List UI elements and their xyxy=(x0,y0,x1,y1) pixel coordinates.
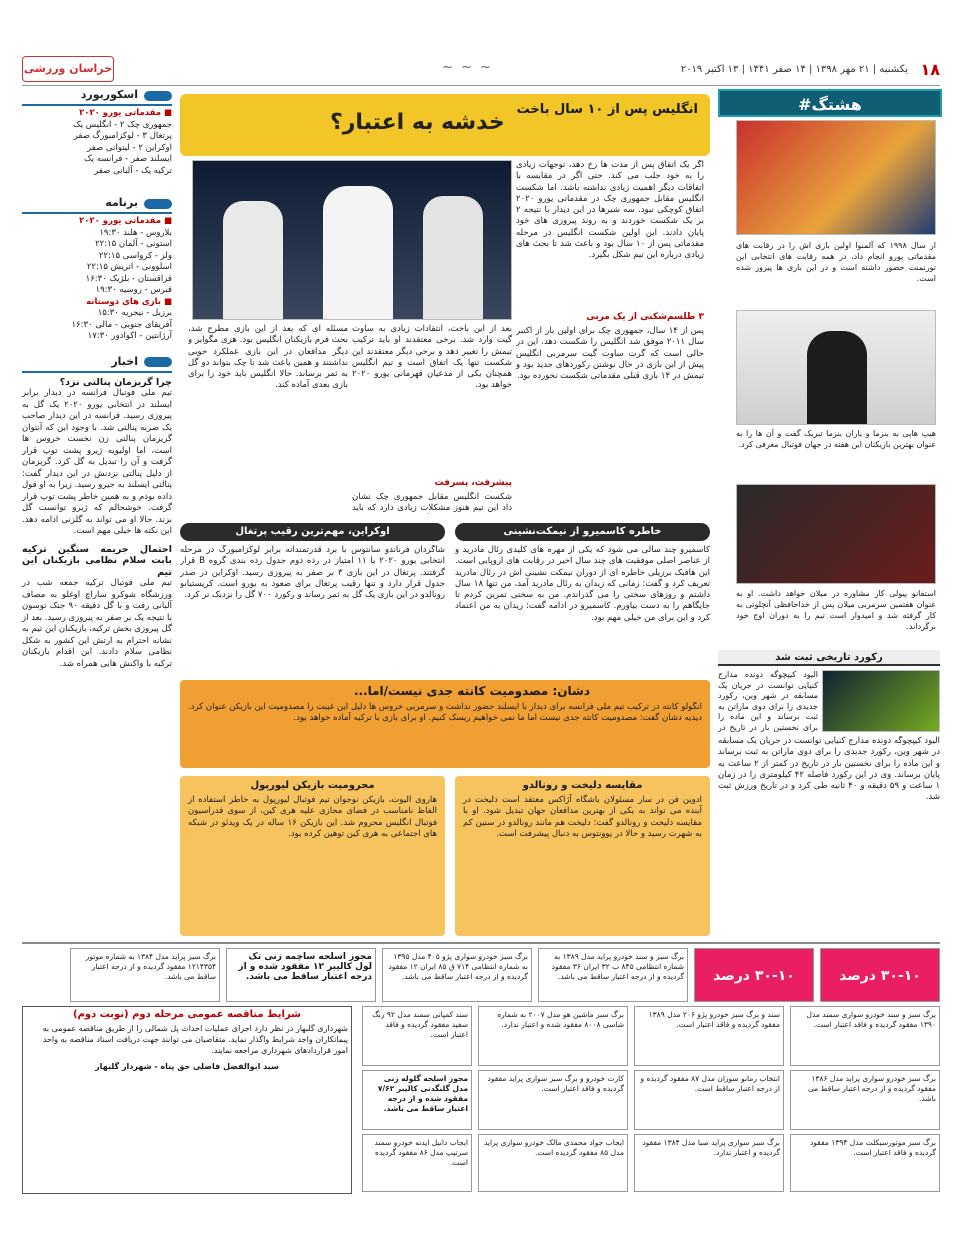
photo-celebration xyxy=(736,120,936,235)
deschamps-title: دشان: مصدومیت کانته جدی نیست/اما... xyxy=(353,684,590,698)
ad-small-3: مجوز اسلحه ساچمه زنی تک لول کالیبر ۱۲ مفقود شده و از درجه اعتبار ساقط می باشد. xyxy=(226,948,376,1002)
article-body-4: مسئله ای که بعد از این بازی مطرح شد، بحث فرم بازیکنان انگلیس بود. هری مگوایر و دیگر مدافعان در این بازی عملکرد خوبی نداشتند و همین باعث شد تا چک بتواند دو گل به ثمر برساند. حالا انگلیس باید خود را برای بازی بعدی آماده کند. xyxy=(188,324,348,391)
record-body: الیود کیپچوگه دونده مدارج کنیایی توانست در جریان یک مسابقه در شهر وین، رکورد جدیدی را برای دوی ماراتن به ثبت برساند و این ماده را برای نخستین بار در تاریخ در کمتر از ۲ ساعت به پایان برساند. وی در این رکورد فاصله ۴۲ کیلومتری را در زمان ۱ ساعت و ۵۹ دقیقه و ۴۰ ثانیه طی کرد و در تاریخ ورزش ثبت شد. xyxy=(718,736,940,803)
header-signature: ~ ~ ~ xyxy=(442,60,493,75)
ad-small-2: برگ سبز خودرو سواری پژو ۴۰۵ مدل ۱۳۹۵ به شماره انتظامی ۷۱۴ ق ۸۵ ایران ۱۲ مفقود گردیده و از درجه اعتبار ساقط می باشد. xyxy=(382,948,532,1002)
deligt-box xyxy=(455,776,710,936)
section-logo: خراسان ورزشی xyxy=(22,56,114,82)
ad-small-10: انتخاب رمانو سوزان مدل ۸۷ مفقود گردیده و از درجه اعتبار ساقط است. xyxy=(634,1070,784,1130)
article-subhead-2: پیشرفت، پسرفت xyxy=(434,478,512,488)
ad-small-16: ایجاب دانیل ایدنه خودرو سمند سرتیپ مدل ۸۶ مفقود گردیده است. xyxy=(362,1134,472,1192)
ad-small-8: سند کمپانی سمند مدل ۹۲ رنگ سفید مفقود گردیده و فاقد اعتبار است. xyxy=(362,1006,472,1066)
news-list: چرا گریزمان پنالتی نزد؟ تیم ملی فوتبال فرانسه در دیدار برابر ایسلند در انتخابی یورو ۲۰۲۰ یک گل به پیروزی رسید. فرانسه در این دیدار صاحب یک ضربه پنالتی شد. با وجود این که آنتوان گریزمان پنالتی زن نخست خروس ها است، اما اولیویه ژیرو پشت توپ قرار گرفت و آن را تبدیل به گل کرد. گریزمان از دلیل پنالتی نزدنش در این دیدار گفت: پنالتی ایسلند به جیرو رسید. زیرا به او قول داده بودم و به همین خاطر پشت توپ قرار گرفت. خوشحالم که ژیرو توانست گل بزند. حالا او می تواند به گلزنی ادامه دهد. این نکته ها خیلی مهم است. احتمال جریمه سنگین ترکیه بابت سلام نظامی بازیکنان این تیم تیم ملی فوتبال ترکیه جمعه شب در ورزشگاه شوکرو ساراچ اوغلو به مصاف آلبانی رفت و با گل دقیقه ۹۰ جنک توسون با نتیجه یک بر صفر به پیروزی رسید. بعد از گل پیروزی بخش ترکیه، بازیکنان این تیم به نشانه احترام به ارتش این کشور به شکل نظامی سلام دادند. این اقدام بازیکنان ترکیه با واکنش هایی همراه شد. xyxy=(22,376,172,669)
article-body-3: بعد از این باخت، انتقادات زیادی به ساوت گیت وارد شد. برخی معتقدند او باید ترکیب تیمش را تغییر دهد و برخی دیگر معتقدند این شکست تنها یک اتفاق است و تیم انگلیس همچنان یکی از مدعیان قهرمانی یورو ۲۰۲۰ خواهد بود. xyxy=(352,324,512,391)
tender-signature: سید ابوالفضل فاضلی حق پناه - شهردار گلبهار xyxy=(95,1062,279,1071)
hashtag-banner: #هشتگ xyxy=(718,89,942,117)
ukraine-title-bar: اوکراین، مهم‌ترین رقیب پرتغال xyxy=(180,523,445,541)
ad-small-7: برگ سبز ماشین هو مدل ۲۰۰۷ به شماره شاسی ۸۰۰۸ مفقود شده و اعتبار ندارد. xyxy=(478,1006,628,1066)
article-body-1: اگر یک اتفاق پس از مدت ها رخ دهد، توجهات زیادی را به خود جلب می کند. حتی اگر در مقایسه با اتفاقات دیگر اهمیت زیادی نداشته باشد. اما شکست انگلیس مقابل جمهوری چک در مقدماتی یورو ۲۰۲۰ اتفاق کوچکی نبود. سه شیرها در این دیدار با نتیجه ۲ بر یک شکست خوردند و به روند پیروزی های خود پایان دادند. این اولین شکست انگلیس در مرحله مقدماتی پس از ۱۰ سال بود و باعث شد تا بحث های زیادی درباره این تیم شکل بگیرد. xyxy=(516,160,704,261)
ad-small-11: کارت خودرو و برگ سبز سواری پراید مفقود گردیده و فاقد اعتبار است. xyxy=(478,1070,628,1130)
liverpool-title: محرومیت بازیکن لیورپول xyxy=(250,780,375,791)
article-subhead-1: ۳ طلسم‌شکنی از یک مربی xyxy=(586,312,704,322)
program-list: ■ مقدماتی یورو ۲۰۲۰ بلاروس - هلند ۱۹:۳۰ استونی - آلمان ۲۲:۱۵ ولز - کرواسی ۲۲:۱۵ اسلوونی - اتریش ۲۲:۱۵ قزاقستان - بلژیک ۱۶:۳۰ قبرس - روسیه ۱۹:۳۰ ■ بازی های دوستانه برزیل - نیجریه ۱۵:۳۰ آفریقای جنوبی - مالی ۱۶:۳۰ آرژانتین - اکوادور ۱۷:۳۰ xyxy=(71,216,172,341)
caption-1: از سال ۱۹۹۸ که آلمنوا اولین بازی اش را در رقابت های مقدماتی یورو انجام داد، در همه رقابت های انتخابی این تورنمنت حضور داشته است و در این بازی ها پیروز شده است. xyxy=(736,241,937,283)
liverpool-box xyxy=(180,776,445,936)
main-article-head xyxy=(180,94,710,156)
ad-small-4: برگ سبز پراید مدل ۱۳۸۴ به شماره موتور ۱۲۱۴۳۵۴ مفقود گردیده و از درجه اعتبار ساقط می باشد. xyxy=(70,948,220,1002)
ukraine-body: شاگردان فرناندو سانتوس با برد قدرتمندانه برابر لوکزامبورگ در مرحله انتخابی یورو ۲۰۲۰ با ۱۱ امتیاز در رده دوم جدول رده بندی گروه B قرار گرفتند. پرتغال در این بازی ۳ بر صفر به پیروزی رسید. اوکراین در صدر جدول قرار دارد و تنها رقیب پرتغال برای صعود به یورو است. کریستیانو رونالدو در این بازی یک گل به ثمر رساند و رکورد ۷۰۰ گل را نزدیک تر کرد. xyxy=(180,545,445,601)
program-header: برنامه xyxy=(22,196,172,214)
photo-benzema xyxy=(736,310,936,425)
photo-kipchoge xyxy=(822,670,940,732)
liverpool-body: هاروی الیوت، بازیکن نوجوان تیم فوتبال لیورپول به خاطر استفاده از الفاظ نامناسب در فضای مجازی علیه هری کین، از سوی فدراسیون فوتبال انگلیس محروم شد. این بازیکن ۱۶ ساله در یک ویدئو در شبکه های اجتماعی به هری کین توهین کرده بود. xyxy=(188,795,438,839)
ad-small-6: سند و برگ سبز خودرو پژو ۲۰۶ مدل ۱۳۸۹ مفقود گردیده و فاقد اعتبار است. xyxy=(634,1006,784,1066)
page-header xyxy=(22,54,940,86)
issue-date: یکشنبه | ۲۱ مهر ۱۳۹۸ | ۱۴ صفر ۱۴۴۱ | ۱۳ اکتبر ۲۰۱۹ xyxy=(680,64,908,75)
news-header: اخبار xyxy=(22,355,172,373)
tender-notice xyxy=(22,1006,352,1194)
record-title-bar: رکورد تاریخی ثبت شد xyxy=(718,650,940,666)
article-kicker: انگلیس پس از ۱۰ سال باخت xyxy=(516,102,698,117)
scoreboard-list: ■ مقدماتی یورو ۲۰۲۰ جمهوری چک ۲ - انگلیس یک پرتغال ۳ - لوکزامبورگ صفر اوکراین ۲ - لیتوانی صفر ایسلند صفر - فرانسه یک ترکیه یک - آلبانی صفر xyxy=(73,108,172,176)
player-silhouette xyxy=(807,331,867,425)
deschamps-body: انگولو کانته در ترکیب تیم ملی فرانسه برای دیدار با ایسلند حضور نداشت و سرمربی خروس ها دلیل این غیبت را مصدومیت این بازیکن عنوان کرد. دیدیه دشان گفت: مصدومیت کانته جدی نیست اما ما نمی خواهیم ریسک کنیم. او برای بازی با ترکیه آماده خواهد بود. xyxy=(188,702,702,723)
ad-small-5: برگ سبز و سند خودرو سواری سمند مدل ۱۳۹۰ مفقود گردیده و فاقد اعتبار است. xyxy=(790,1006,940,1066)
ad-small-14: برگ سبز سواری پراید صبا مدل ۱۳۸۴ مفقود گردیده و اعتبار ندارد. xyxy=(634,1134,784,1192)
photo-pioli xyxy=(736,484,936,584)
page-number: ۱۸ xyxy=(920,60,940,79)
ad-small-12: مجوز اسلحه گلوله زنی مدل گلنگدنی کالیبر ۷/۶۲ مفقود شده و از درجه اعتبار ساقط می باشد. xyxy=(362,1070,472,1130)
ad-small-9: برگ سبز خودرو سواری پراید مدل ۱۳۸۶ مفقود گردیده و از درجه اعتبار ساقط می باشد. xyxy=(790,1070,940,1130)
record-body-top: الیود کیپچوگه دونده مدارج کنیایی توانست در جریان یک مسابقه در شهر وین، رکورد جدیدی را برای دوی ماراتن به ثبت برساند و این ماده را برای نخستین بار در تاریخ در xyxy=(718,670,818,732)
discount-ad-1: ۳۰-۱۰ درصد xyxy=(820,948,940,1002)
ball-icon xyxy=(144,357,172,367)
deschamps-box xyxy=(180,680,710,768)
deligt-title: مقایسه دلیخت و رونالدو xyxy=(522,780,643,791)
ad-small-15: ایجاب جواد محمدی مالک خودرو سواری پراید مدل ۸۵ مفقود گردیده است. xyxy=(478,1134,628,1192)
article-body-5: شکست انگلیس مقابل جمهوری چک نشان داد این تیم هنوز مشکلات زیادی دارد که باید xyxy=(352,492,512,513)
classified-ads xyxy=(22,942,940,1192)
discount-ad-2: ۳۰-۱۰ درصد xyxy=(694,948,814,1002)
caption-3: استفانو پیولی کار مشاوره در میلان خواهد داشت. او به عنوان هفتمین سرمربی میلان پس از خداحافظی آنچلوتی به کار گرفته شد و امیدوار است تیم را به دوران اوج خود برگرداند. xyxy=(736,589,936,631)
tender-body: شهرداری گلبهار در نظر دارد اجرای عملیات احداث پل شمالی را از طریق مناقصه عمومی به پیمانکاران واجد شرایط واگذار نماید. متقاضیان می توانند جهت دریافت اسناد مناقصه به واحد امور قراردادهای شهرداری مراجعه نمایند. xyxy=(42,1024,348,1055)
casemiro-body: کاسمیرو چند سالی می شود که یکی از مهره های کلیدی رئال مادرید و از عناصر اصلی موفقیت های چند سال اخیر در رقابت های اروپایی است. این هافبک برزیلی خاطره ای از دوران نیمکت نشینی اش در رئال مادرید تعریف کرد و گفت: زمانی که زیدان به رئال مادرید آمد، من تنها ۱۸ سال داشتم و روزهای سختی را می گذراندم. من به سختی تمرین کردم تا جایگاهم را به دست بیاورم. کاسمیرو در ادامه گفت: زیدان به من اعتماد کرد و این برای من خیلی مهم بود. xyxy=(455,545,710,623)
ball-icon xyxy=(144,199,172,209)
caption-2: هیپ هاپی به بنزما و یاران بنزما تبریک گفت و آن ها را به عنوان بهترین بازیکنان این هفته در جهان فوتبال معرفی کرد. xyxy=(736,429,936,449)
scoreboard-header: اسکوربورد xyxy=(22,88,172,106)
ad-small-1: برگ سبز و سند خودرو پراید مدل ۱۳۸۹ به شماره انتظامی ۸۴۵ ب ۳۲ ایران ۳۶ مفقود گردیده و از درجه اعتبار ساقط می باشد. xyxy=(538,948,688,1002)
photo-england-players xyxy=(192,160,512,320)
ad-small-13: برگ سبز موتورسیکلت مدل ۱۳۹۴ مفقود گردیده و فاقد اعتبار است. xyxy=(790,1134,940,1192)
article-body-2: پس از ۱۴ سال، جمهوری چک برای اولین بار از اکتبر سال ۲۰۱۱ موفق شد انگلیس را شکست دهد. این در حالی است که گرت ساوت گیت سرمربی انگلیس پیش از این بازی در حال نوشتن رکوردهای جدید بود و تیمش در ۱۴ بازی قبلی مقدماتی شکست نخورده بود. xyxy=(516,326,704,382)
article-headline: خدشه به اعتبار؟ xyxy=(330,110,505,135)
tender-title: شرایط مناقصه عمومی مرحله دوم (نوبت دوم) xyxy=(72,1009,302,1020)
deligt-body: ادوین فن در سار مسئولان باشگاه آژاکس معتقد است دلیخت در آینده می تواند به یکی از بهترین مدافعان جهان تبدیل شود. او با مقایسه دلیخت و رونالدو گفت: دلیخت هم مانند رونالدو در سنین کم به شهرت رسید و حالا در یوونتوس به دنبال پیشرفت است. xyxy=(463,795,702,839)
ball-icon xyxy=(144,91,172,101)
casemiro-title-bar: خاطره کاسمیرو از نیمکت‌نشینی xyxy=(455,523,710,541)
